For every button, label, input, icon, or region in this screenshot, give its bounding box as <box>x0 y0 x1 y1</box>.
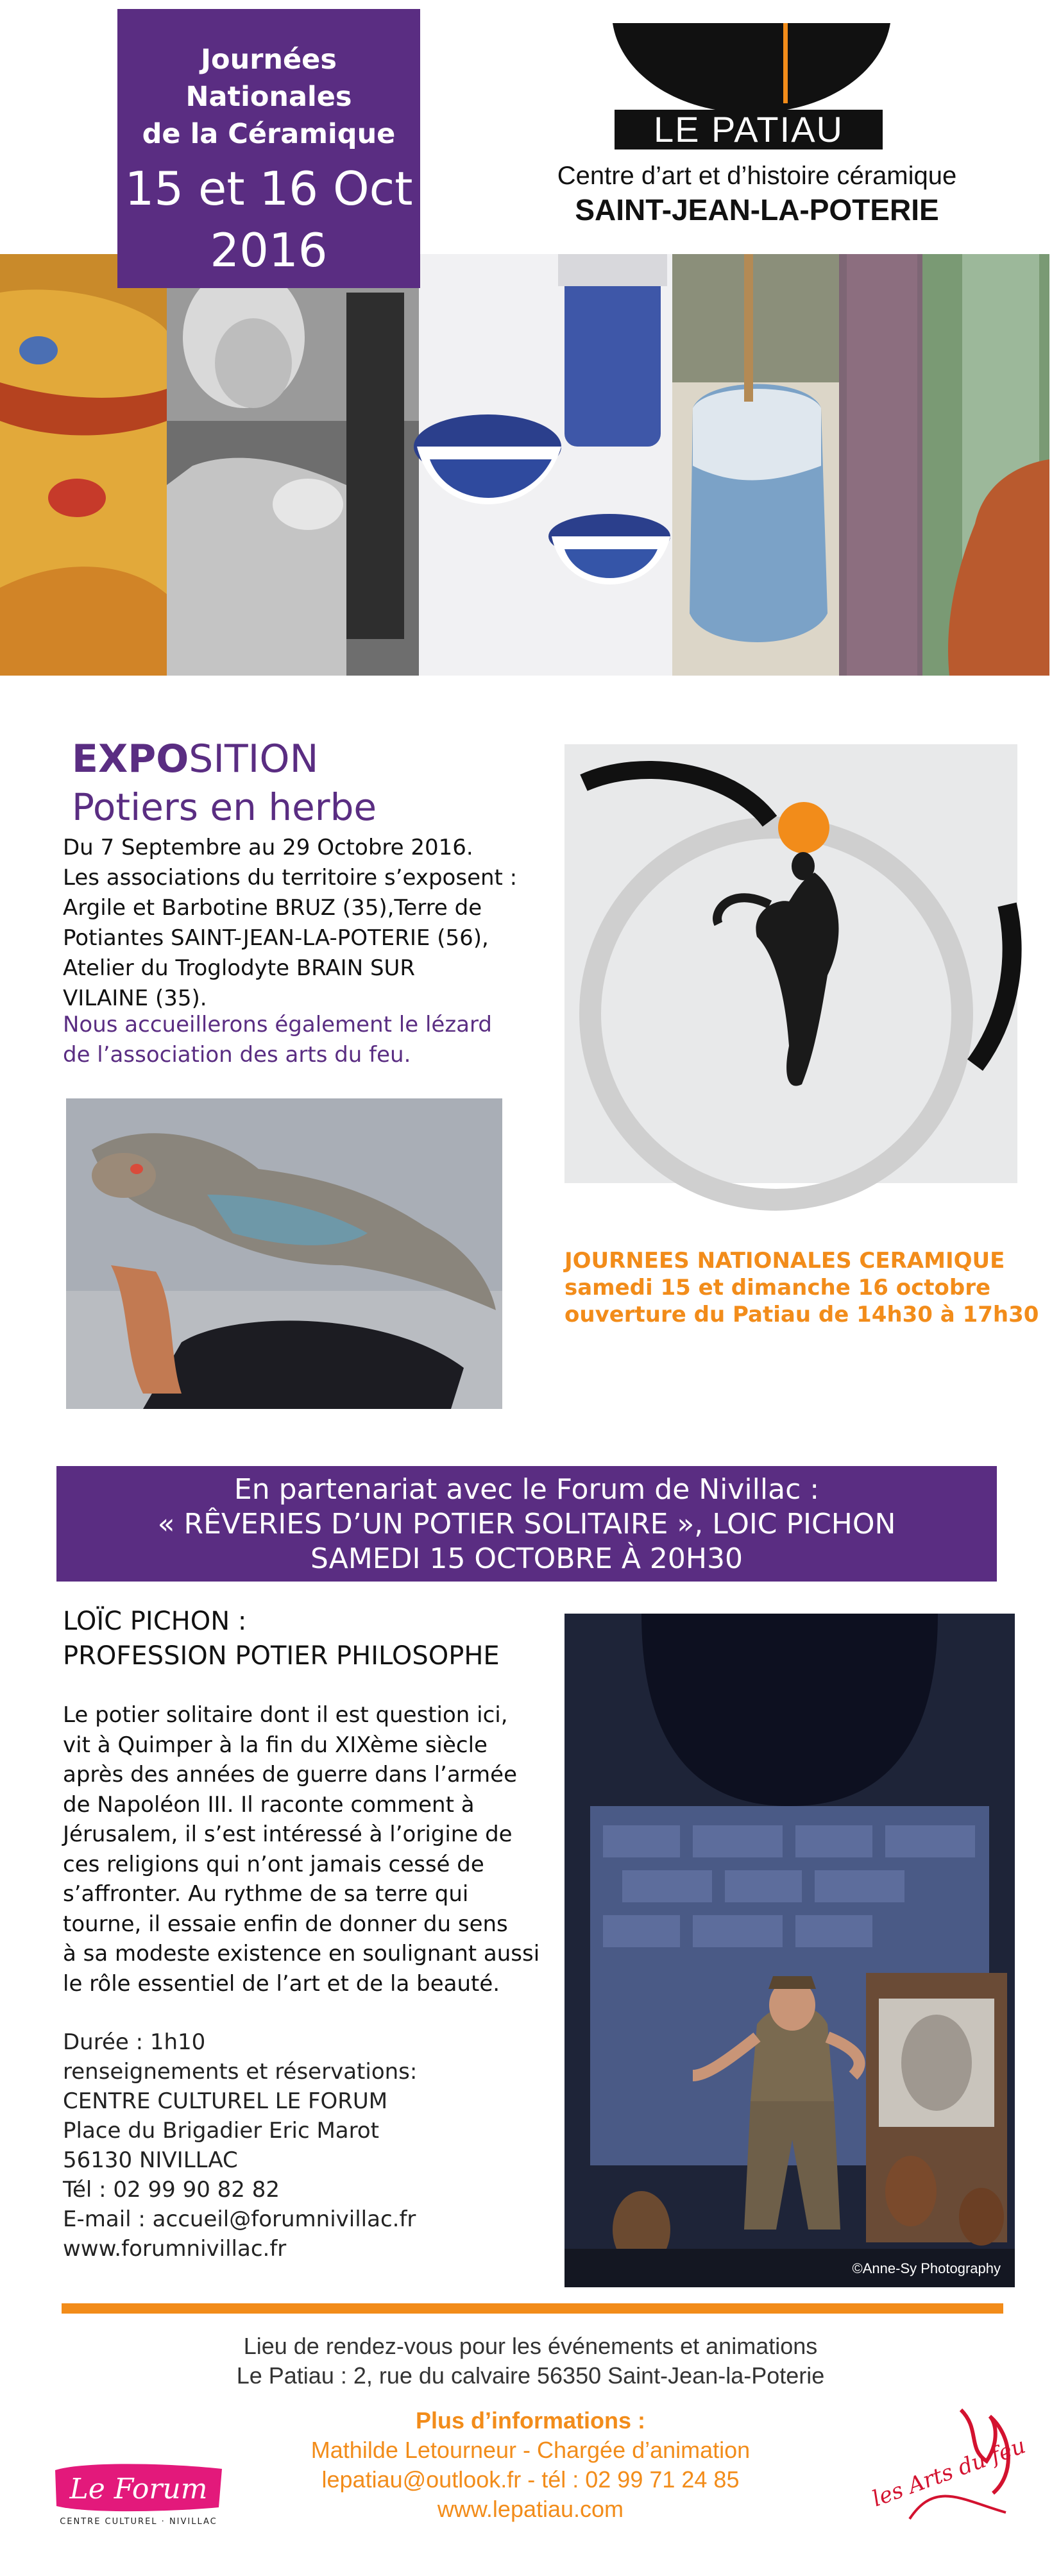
photo-credit: ©Anne-Sy Photography <box>852 2260 1001 2276</box>
exposition-heading: EXPOSITION <box>72 737 319 781</box>
lizard-sculpture-photo <box>66 1098 502 1409</box>
show-title: LOÏC PICHON : PROFESSION POTIER PHILOSOPHE <box>63 1607 500 1671</box>
patiau-bowl-logo <box>613 23 890 113</box>
venue-line-1: Lieu de rendez-vous pour les événements et animations <box>243 2333 818 2359</box>
event-title: Journées Nationales de la Céramique <box>142 44 396 150</box>
arts-du-feu-logo-text: les Arts du feu <box>869 2432 1030 2512</box>
ceramics-photo-band <box>0 254 1049 676</box>
potter-stage-image <box>564 1614 1015 2287</box>
potter-stage-photo <box>564 1614 1015 2287</box>
more-info-title: Plus d’informations : <box>415 2407 645 2434</box>
patiau-logo-subtitle: Centre d’art et d’histoire céramique <box>557 162 957 190</box>
exposition-subheading: Potiers en herbe <box>72 785 377 829</box>
arts-du-feu-logo <box>869 2403 1030 2541</box>
le-forum-logo-subtext: CENTRE CULTUREL · NIVILLAC <box>60 2517 217 2527</box>
contact-email-phone[interactable]: lepatiau@outlook.fr - tél : 02 99 71 24 85 <box>321 2466 740 2493</box>
le-forum-logo <box>49 2457 228 2528</box>
show-practical-info: Durée : 1h10 renseignements et réservations: CENTRE CULTUREL LE FORUM Place du Brigadier Eric Marot 56130 NIVILLAC Tél : 02 99 90 82 82 E-mail : accueil@forumnivillac.fr www.forumnivillac.fr <box>63 2027 550 2264</box>
le-forum-logo-text: Le Forum <box>69 2473 208 2505</box>
contact-name: Mathilde Letourneur - Chargée d’animation <box>310 2437 751 2463</box>
forum-website-link[interactable]: www.forumnivillac.fr <box>63 2236 287 2262</box>
journees-announcement: JOURNEES NATIONALES CERAMIQUE samedi 15 et dimanche 16 octobre ouverture du Patiau de 14h30 à 17h30 <box>564 1248 1039 1327</box>
sculpture-photo <box>564 744 1017 1183</box>
forum-email[interactable]: E-mail : accueil@forumnivillac.fr <box>63 2206 416 2232</box>
venue-line-2: Le Patiau : 2, rue du calvaire 56350 Saint-Jean-la-Poterie <box>236 2362 825 2389</box>
patiau-logo-name: LE PATIAU <box>615 110 883 149</box>
exposition-description: Du 7 Septembre au 29 Octobre 2016. Les associations du territoire s’exposent : Argile et Barbotine BRUZ (35),Terre de Potiantes SAINT-JEAN-LA-POTERIE (56), Atelier du Troglodyte BRAIN SUR VILAINE (35). <box>63 835 518 1011</box>
event-date: 15 et 16 Oct 2016 <box>124 162 413 277</box>
event-date-box <box>117 9 420 288</box>
show-description: Le potier solitaire dont il est question ici, vit à Quimper à la fin du XIXème siècle après des années de guerre dans l’armée de Napoléon III. Il raconte comment à Jérusalem, il s’est intéressé à l’origine de ces religions qui n’ont jamais cessé de s’affronter. Au rythme de sa terre qui tourne, il essaie enfin de donner du sens à sa modeste existence en soulignant aussi le rôle essentiel de l’art et de la beauté. <box>63 1702 540 1997</box>
patiau-logo-town: SAINT-JEAN-LA-POTERIE <box>575 193 939 226</box>
exposition-highlight: Nous accueillerons également le lézard de l’association des arts du feu. <box>63 1012 492 1068</box>
partnership-banner: En partenariat avec le Forum de Nivillac : « RÊVERIES D’UN POTIER SOLITAIRE », LOIC PICHON SAMEDI 15 OCTOBRE À 20H30 <box>56 1466 997 1582</box>
patiau-website-link[interactable]: www.lepatiau.com <box>437 2496 624 2522</box>
orange-divider <box>62 2303 1003 2314</box>
